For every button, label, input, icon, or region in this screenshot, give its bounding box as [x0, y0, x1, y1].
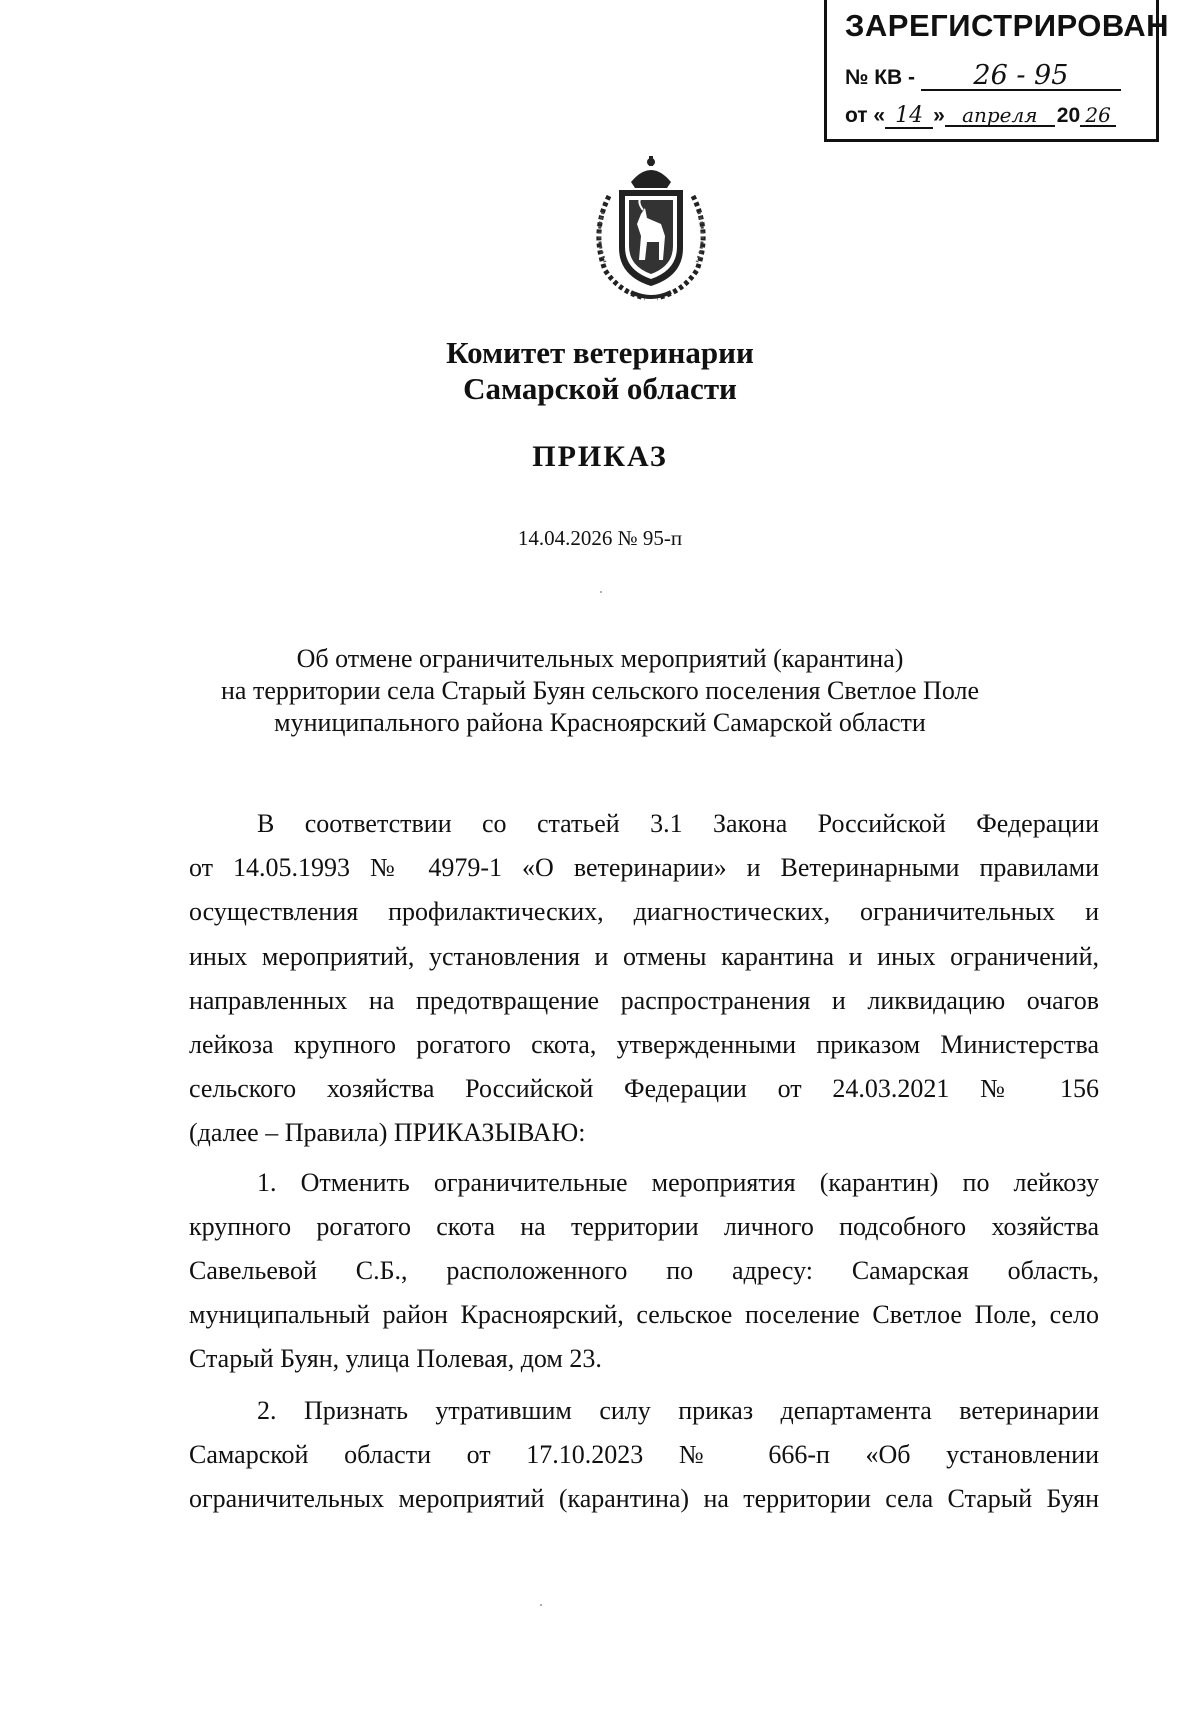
scan-speck	[600, 591, 602, 593]
body-line: В соответствии со статьей 3.1 Закона Российской Федерации	[257, 809, 1099, 838]
organization-line-2: Самарской области	[463, 371, 737, 406]
stamp-number-handwritten: 26 - 95	[921, 62, 1121, 91]
stamp-date-mid: »	[933, 104, 945, 127]
body-line: Самарской области от 17.10.2023 № 666-п «Об установлении	[189, 1439, 1099, 1469]
body-line: крупного рогатого скота на территории личного подсобного хозяйства	[189, 1211, 1099, 1241]
body-line: Старый Буян, улица Полевая, дом 23.	[189, 1344, 602, 1374]
stamp-date-prefix: от «	[845, 104, 886, 127]
organization-line-1: Комитет ветеринарии	[446, 335, 754, 370]
item-1-paragraph	[189, 1161, 1099, 1382]
subject-line-3: муниципального района Красноярский Самарской области	[274, 708, 926, 737]
stamp-number-row	[845, 62, 1121, 91]
organization-name	[0, 335, 1200, 407]
body-line: направленных на предотвращение распространения и ликвидацию очагов	[189, 985, 1099, 1015]
body-line: ограничительных мероприятий (карантина) на территории села Старый Буян	[189, 1484, 1099, 1514]
stamp-date-day: 14	[885, 105, 933, 129]
stamp-date-row	[845, 104, 1116, 129]
stamp-title: ЗАРЕГИСТРИРОВАН	[845, 8, 1170, 43]
subject-line-2: на территории села Старый Буян сельского поселения Светлое Поле	[221, 676, 979, 705]
body-line: от 14.05.1993 № 4979-1 «О ветеринарии» и Ветеринарными правилами	[189, 853, 1099, 883]
document-type: ПРИКАЗ	[532, 440, 668, 473]
body-line: Савельевой С.Б., расположенного по адресу: Самарская область,	[189, 1256, 1099, 1286]
samara-coat-of-arms-icon	[575, 152, 727, 304]
body-line: 2. Признать утратившим силу приказ департамента ветеринарии	[257, 1395, 1099, 1425]
stamp-date-month: апреля	[945, 105, 1055, 127]
body-line: (далее – Правила) ПРИКАЗЫВАЮ:	[189, 1118, 586, 1148]
document-date-number: 14.04.2026 № 95-п	[517, 526, 683, 550]
preamble-paragraph	[189, 802, 1099, 1156]
stamp-date-year-prefix: 20	[1056, 104, 1081, 127]
document-body	[189, 802, 1099, 1521]
subject-line-1: Об отмене ограничительных мероприятий (карантина)	[296, 644, 904, 673]
scan-speck	[540, 1604, 542, 1606]
body-line: лейкоза крупного рогатого скота, утвержденными приказом Министерства	[189, 1030, 1099, 1060]
body-line: 1. Отменить ограничительные мероприятия (карантин) по лейкозу	[257, 1167, 1099, 1197]
body-line: иных мероприятий, установления и отмены карантина и иных ограничений,	[189, 941, 1099, 971]
body-line: осуществления профилактических, диагностических, ограничительных и	[189, 897, 1099, 927]
registration-stamp	[824, 0, 1170, 142]
item-2-paragraph	[189, 1389, 1099, 1522]
stamp-date-year: 26	[1080, 105, 1116, 127]
body-line: сельского хозяйства Российской Федерации от 24.03.2021 № 156	[189, 1074, 1099, 1104]
stamp-number-prefix: № КВ -	[845, 66, 916, 89]
document-subject	[0, 643, 1200, 739]
body-line: муниципальный район Красноярский, сельское поселение Светлое Поле, село	[189, 1300, 1099, 1330]
